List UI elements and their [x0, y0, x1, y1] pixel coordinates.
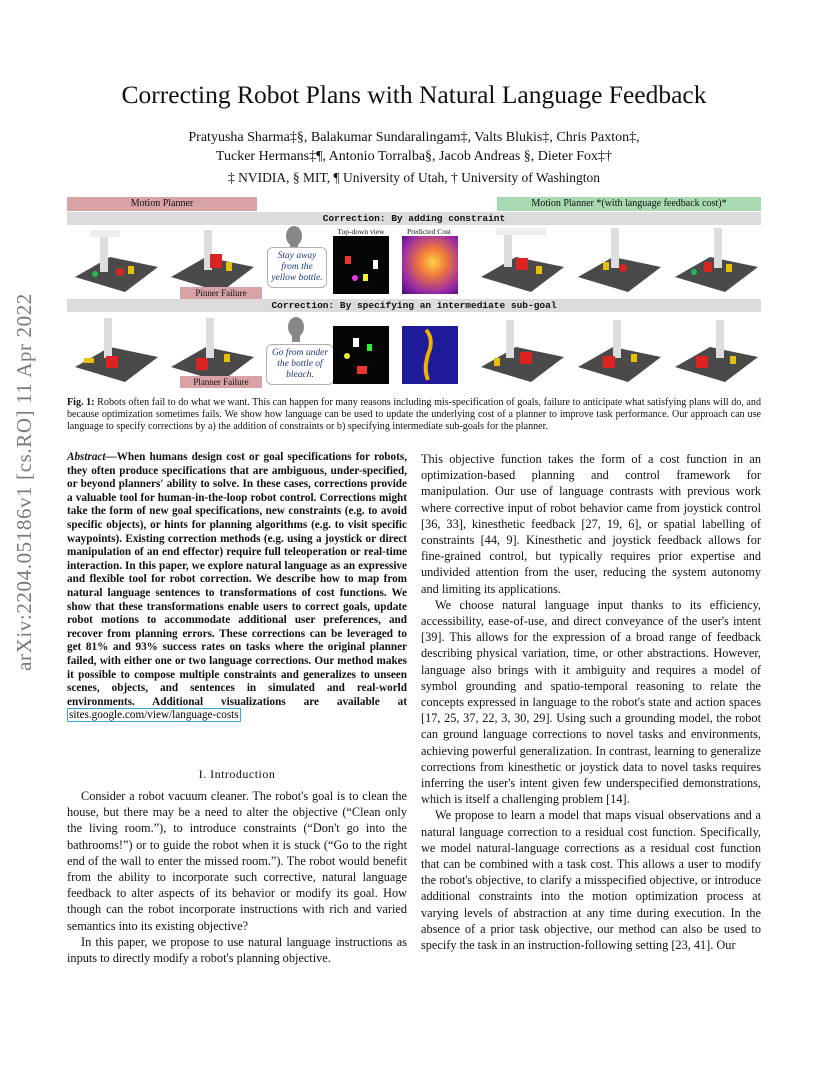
correction-speech-bubble: Stay away from the yellow bottle.: [267, 247, 327, 288]
robot-scene-image: [573, 312, 663, 384]
section-heading-introduction: I. Introduction: [198, 767, 276, 781]
caption-text: Robots often fail to do what we want. This can happen for many reasons including mis-specification of goals, failure to anticipate what satisfying plans will do, and because optimization sometimes fails. We show how language can be used to update the underlying cost of a planner to improve task performance. Our approach can use language to specify corrections by a) the addition of constraints or b) specifying intermediate sub-goals for the planner.: [67, 397, 761, 433]
robot-scene-image: [670, 222, 760, 294]
paragraph: We choose natural language input thanks to its efficiency, accessibility, ease-of-use, and direct conveyance of the user's intent [39]. This allows for the expression of a broad range of feedback describing physical variation, time, or other abstractions. However, language also brings with it ambiguity and requires a model of symbol grounding and spatio-temporal reasoning to relate the concepts expressed in language to the robot's state and action spaces [17, 25, 37, 22, 3, 30, 29]. Using such a grounding model, the robot can ground language corrections to novel tasks and environments, achieving powerful generalization. In contrast, learning to generalize corrections from kinesthetic or joystick data to novel tasks requires inferring the user's intent given few underspecified demonstrations, which is itself a challenging problem [14].: [421, 597, 761, 807]
correction-subgoal-banner: Correction: By specifying an intermediate sub-goal: [67, 299, 761, 312]
cost-label: Predicted Cost: [407, 227, 451, 236]
caption-label: Fig. 1:: [67, 397, 95, 408]
authors-line-1: Pratyusha Sharma‡§, Balakumar Sundaralingam‡, Valts Blukis‡, Chris Paxton‡,: [188, 130, 640, 145]
robot-scene-image: [166, 312, 256, 384]
robot-scene-image: [166, 222, 256, 294]
paragraph: Consider a robot vacuum cleaner. The robot's goal is to clean the house, but there may be a need to alter the objective (“Clean only the living room.”), to introduce constraints (“Don't go into the bathrooms!”) or to guide the robot when it is stuck (“Go to the right end of the wall to enter the missed room.”). The robot would benefit from the ability to incorporate such corrective, natural language feedback to alter aspects of its behavior or modify its goal. How though can the robot incorporate instructions with rich and varied semantics into its existing objective?: [67, 789, 407, 933]
robot-scene-image: [70, 312, 160, 384]
predicted-cost-image: [402, 326, 458, 384]
abstract: [67, 451, 407, 723]
topdown-label: Top-down view: [337, 227, 385, 236]
figure-caption: [67, 397, 761, 434]
affiliations: ‡ NVIDIA, § MIT, ¶ University of Utah, † University of Washington: [228, 170, 600, 185]
right-column-body: [421, 451, 761, 953]
abstract-text: —When humans design cost or goal specifications for robots, they often produce specifications that are ambiguous, under-specified, or beyond planners' ability to solve. In these cases, corrections provide a valuable tool for human-in-the-loop robot control. Corrections might take the form of new goal specifications, new constraints (e.g. to avoid specific objects), or hints for planning algorithms (e.g. to visit specific waypoints). Existing correction methods (e.g. using a joystick or direct manipulation of an end effector) require full teleoperation or real-time interaction. In this paper, we explore natural language as an expressive and flexible tool for robot correction. We describe how to map from natural language sentences to transformations of cost functions. We show that these transformations enable users to correct goals, update robot motions to accommodate additional user preferences, and recover from planning errors. These corrections can be leveraged to get 81% and 93% success rates on tasks where the original planner failed, with either one or two language corrections. Our method makes it possible to compose multiple constraints and generalizes to unseen scenes, objects, and sentences in simulated and real-world environments. Additional visualizations are available at: [67, 451, 407, 708]
motion-planner-header: Motion Planner: [67, 197, 257, 211]
robot-scene-image: [70, 222, 160, 294]
left-column-body: [67, 788, 407, 966]
paragraph: This objective function takes the form of a cost function in an optimization-based planning and control framework for manipulation. Our use of language contrasts with previous work where corrective input of robot behavior came from joystick control [36, 33], kinesthetic feedback [27, 19, 6], or spatial labelling of constraints [44, 9]. Kinesthetic and joystick feedback allows for fine-grained control, but typically requires prior expertise and undivided attention from the user, reducing the system autonomy and limiting its applications.: [421, 452, 761, 596]
arxiv-stamp: arXiv:2204.05186v1 [cs.RO] 11 Apr 2022: [12, 293, 36, 671]
planner-failure-label: Pinner Failure: [180, 287, 262, 299]
correction-constraint-banner: Correction: By adding constraint: [67, 212, 761, 225]
topdown-view-image: [333, 236, 389, 294]
visualizations-link[interactable]: sites.google.com/view/language-costs: [69, 709, 239, 722]
correction-speech-bubble: Go from under the bottle of bleach.: [266, 344, 334, 385]
abstract-lead: Abstract: [67, 451, 106, 463]
robot-scene-image: [476, 222, 566, 294]
topdown-view-image: [333, 326, 389, 384]
paragraph: We propose to learn a model that maps visual observations and a natural language correction to a residual cost function. Specifically, we model natural-language corrections as a residual cost function that can be combined with a task cost. This allows a user to modify the robot's objective, to clarify a misspecified objective, or introduce additional constraints into the motion optimization process at varying levels of abstraction at any time during execution. In the absence of a prior task objective, our method can also be used to specify the task in an instruction-following setting [23, 41]. Our: [421, 808, 761, 953]
person-head-icon: [284, 316, 306, 342]
paper-title: Correcting Robot Plans with Natural Language Feedback: [121, 80, 707, 109]
robot-scene-image: [670, 312, 760, 384]
authors-line-2: Tucker Hermans‡¶, Antonio Torralba§, Jacob Andreas §, Dieter Fox‡†: [215, 149, 613, 164]
planner-failure-label: Planner Failure: [180, 376, 262, 388]
robot-scene-image: [476, 312, 566, 384]
motion-planner-language-header: Motion Planner *(with language feedback cost)*: [497, 197, 761, 211]
paragraph: In this paper, we propose to use natural language instructions as inputs to directly modify a robot's planning objective.: [67, 934, 407, 966]
predicted-cost-image: [402, 236, 458, 294]
robot-scene-image: [573, 222, 663, 294]
